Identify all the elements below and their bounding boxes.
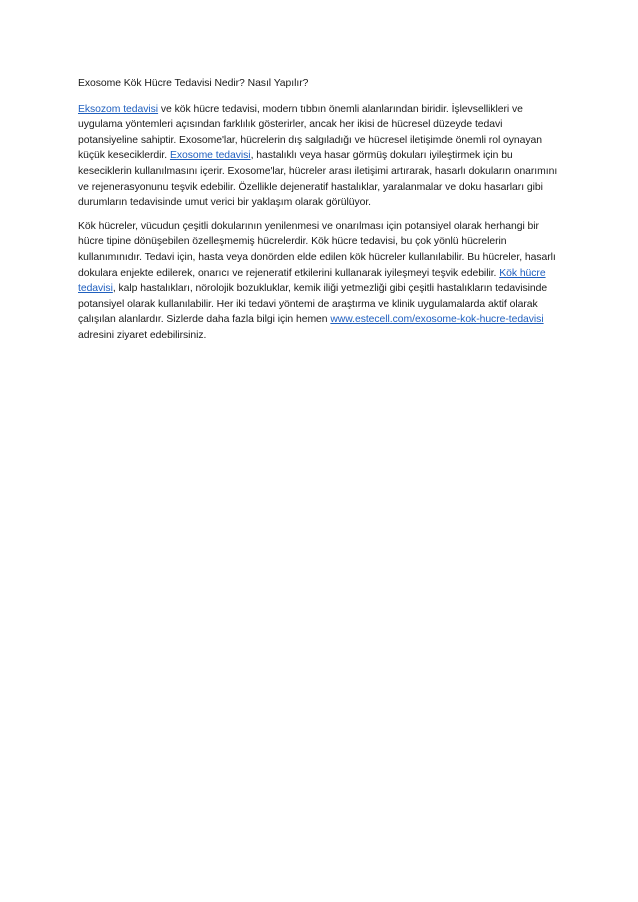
link-estecell-website[interactable]: www.estecell.com/exosome-kok-hucre-tedavisi xyxy=(330,314,544,326)
paragraph-exosome-text-1: ve kök hücre tedavisi, modern tıbbın önemli alanlarından biridir. İşlevsellikleri ve uygulama yöntemleri açısından farklılık gösterirler, ancak her ikisi de hücresel düzeyde tedavi potansiyeline sahiptir. Exosome'lar, hücrelerin dış salgıladığı ve hücresel iletişimde önemli rol oynayan küçük keseciklerdir. xyxy=(78,103,542,162)
paragraph-stem-cell xyxy=(78,219,564,344)
paragraph-stem-cell-text-1: Kök hücreler, vücudun çeşitli dokularının yenilenmesi ve onarılması için potansiyel olarak herhangi bir hücre tipine dönüşebilen özelleşmemiş hücrelerdir. Kök hücre tedavisi, bu çok yönlü hücrelerin kullanımınıdır. Tedavi için, hasta veya donörden elde edilen kök hücreler kullanılabilir. Bu hücreler, hasarlı dokulara enjekte edilerek, onarıcı ve rejeneratif etkilerini kullanarak iyileşmeyi teşvik edebilir. xyxy=(78,220,556,279)
paragraph-stem-cell-text-2: , kalp hastalıkları, nörolojik bozukluklar, kemik iliği yetmezliği gibi çeşitli hastalıkların tedavisinde potansiyel olarak kullanılabilir. Her iki tedavi yöntemi de araştırma ve klinik uygulamalarda aktif olarak çalışılan alanlardır. Sizlerde daha fazla bilgi için hemen xyxy=(78,283,548,326)
paragraph-exosome-text-2: , hastalıklı veya hasar görmüş dokuları iyileştirmek için bu keseciklerin kullanılmasını içerir. Exosome'lar, hücreler arası iletişimi artırarak, hasarlı dokuların onarımını ve rejenerasyonunu teşvik edebilir. Özellikle dejeneratif hastalıklar, yaralanmalar ve doku hasarları gibi durumların tedavisinde umut verici bir yaklaşım olarak görülüyor. xyxy=(78,150,558,209)
document-page xyxy=(78,76,564,352)
paragraph-stem-cell-text-3: adresini ziyaret edebilirsiniz. xyxy=(78,329,207,341)
link-exosome-tedavisi[interactable]: Exosome tedavisi xyxy=(169,150,251,162)
paragraph-exosome xyxy=(78,102,564,211)
document-title: Exosome Kök Hücre Tedavisi Nedir? Nasıl Yapılır? xyxy=(78,78,309,89)
link-eksozom-tedavisi[interactable]: Eksozom tedavisi xyxy=(78,103,159,115)
link-kok-hucre-tedavisi[interactable]: Kök hücre tedavisi xyxy=(78,267,546,295)
